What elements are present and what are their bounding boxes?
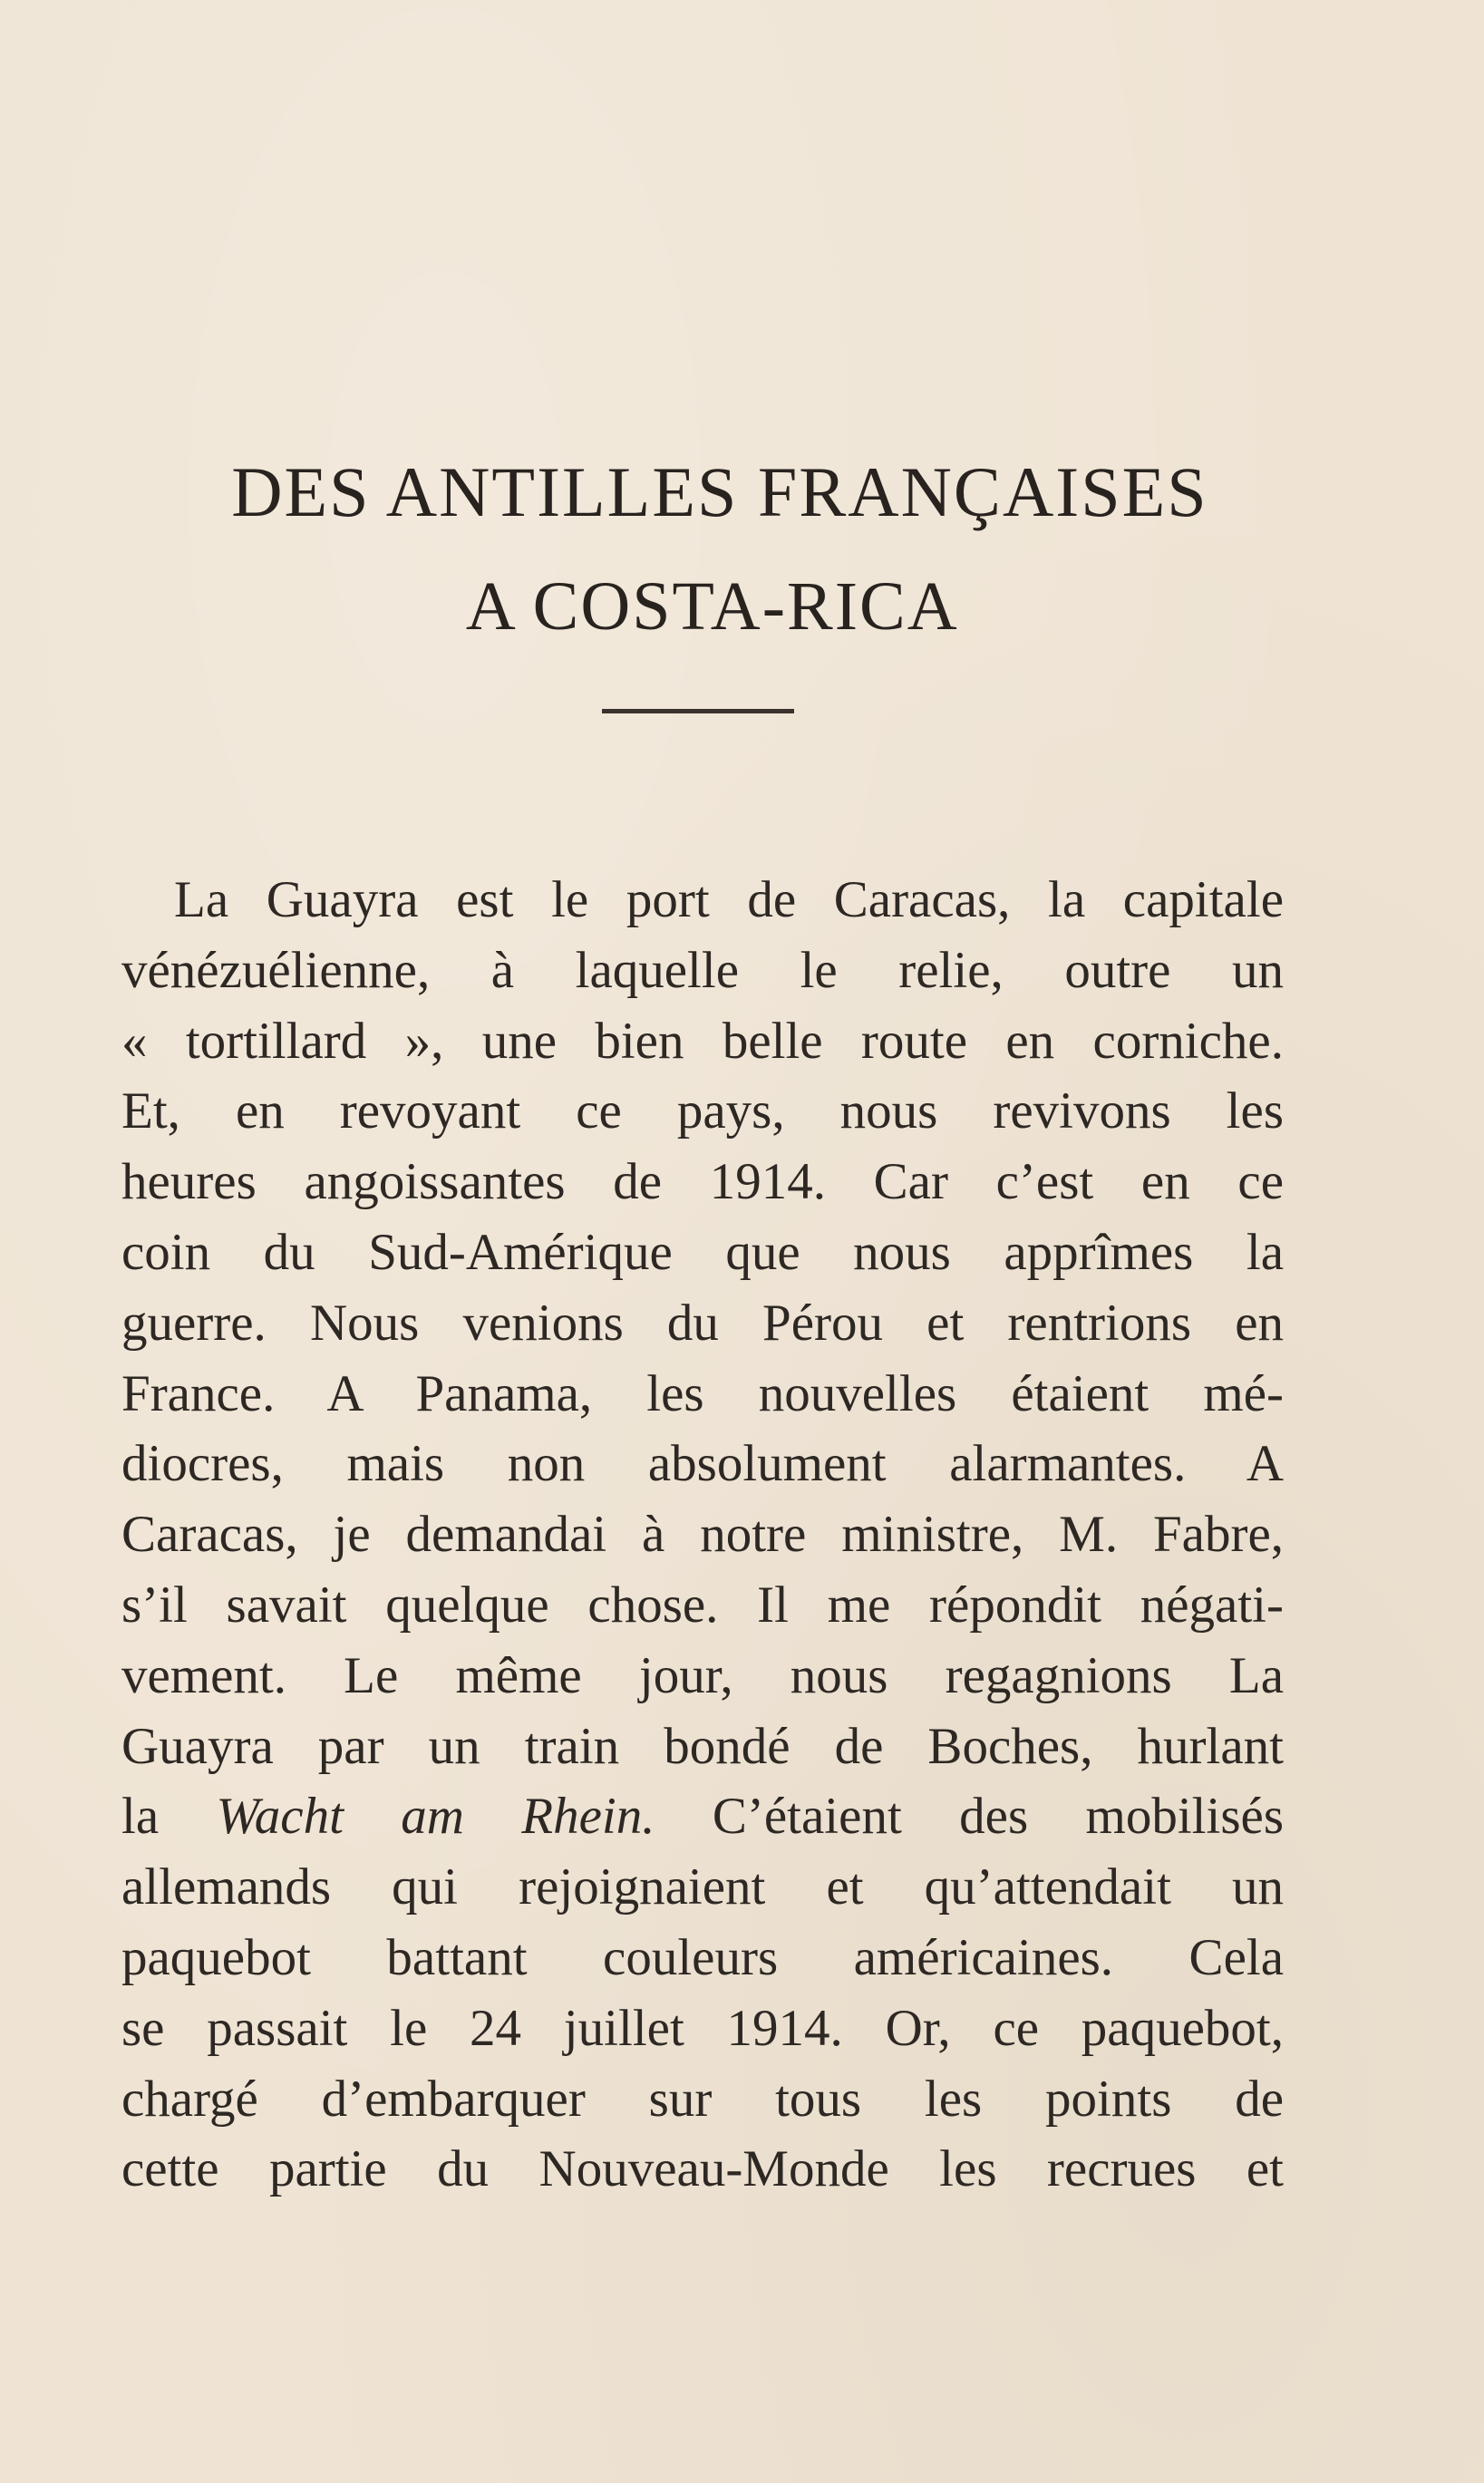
text-line: guerre. Nous venions du Pérou et rentrions en bbox=[121, 1294, 1284, 1352]
text-fragment: la bbox=[121, 1788, 160, 1846]
text-line: se passait le 24 juillet 1914. Or, ce paquebot, bbox=[121, 1999, 1284, 2057]
text-line: vement. Le même jour, nous regagnions La bbox=[121, 1646, 1284, 1704]
text-line: France. A Panama, les nouvelles étaient mé- bbox=[121, 1364, 1284, 1422]
text-line-with-italic bbox=[121, 1781, 1284, 1852]
text-line: coin du Sud-Amérique que nous apprîmes la bbox=[121, 1223, 1284, 1281]
text-line: Guayra par un train bondé de Boches, hurlant bbox=[121, 1717, 1284, 1775]
text-line: La Guayra est le port de Caracas, la capitale bbox=[174, 871, 1284, 928]
text-line: Caracas, je demandai à notre ministre, M. Fabre, bbox=[121, 1506, 1284, 1564]
text-line: cette partie du Nouveau-Monde les recrues et bbox=[121, 2140, 1284, 2198]
title-divider bbox=[602, 709, 794, 713]
text-line: heures angoissantes de 1914. Car c’est en ce bbox=[121, 1153, 1284, 1211]
text-line: allemands qui rejoignaient et qu’attendait un bbox=[121, 1858, 1284, 1916]
body-paragraph bbox=[121, 865, 1284, 2205]
chapter-title-line-2: A COSTA-RICA bbox=[465, 568, 959, 645]
text-line: « tortillard », une bien belle route en corniche. bbox=[121, 1012, 1284, 1070]
text-line: vénézuélienne, à laquelle le relie, outre un bbox=[121, 941, 1284, 999]
chapter-title-line-1: DES ANTILLES FRANÇAISES bbox=[231, 452, 1208, 531]
text-line: s’il savait quelque chose. Il me répondit négati- bbox=[121, 1576, 1284, 1634]
italic-song-title: Wacht am Rhein. bbox=[216, 1788, 655, 1846]
text-fragment: C’étaient des mobilisés bbox=[712, 1788, 1285, 1846]
text-line: chargé d’embarquer sur tous les points de bbox=[121, 2070, 1284, 2128]
text-line: Et, en revoyant ce pays, nous revivons les bbox=[121, 1082, 1284, 1140]
text-line: paquebot battant couleurs américaines. Cela bbox=[121, 1928, 1284, 1986]
text-line: diocres, mais non absolument alarmantes. A bbox=[121, 1435, 1284, 1493]
